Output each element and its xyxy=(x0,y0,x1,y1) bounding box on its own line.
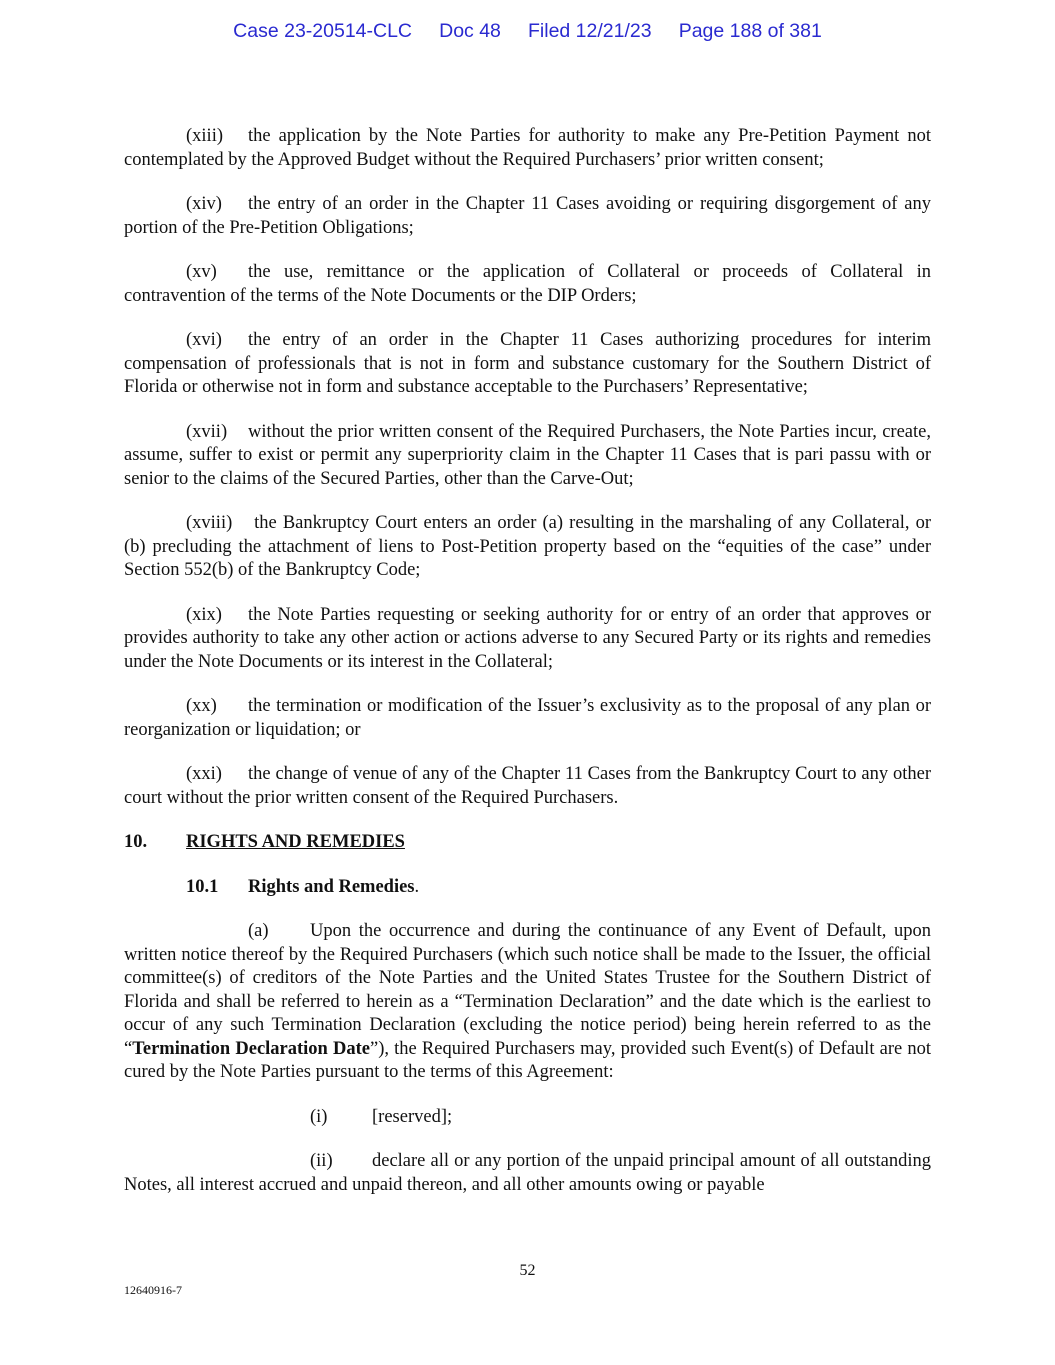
document-id: 12640916-7 xyxy=(124,1283,182,1297)
clause-number: (xiii) xyxy=(186,126,223,146)
clause-xiii xyxy=(124,125,931,172)
clause-number: (xvi) xyxy=(186,330,222,350)
clause-text: the Bankruptcy Court enters an order (a) resulting in the marshaling of any Collateral, or (b) precluding the attachment of liens to Post-Petition property based on the “equities of the case” under Section 552(b) of the Bankruptcy Code; xyxy=(124,513,932,580)
subclause-text: [reserved]; xyxy=(372,1106,453,1127)
clause-xv xyxy=(124,261,931,308)
subclause-number: (i) xyxy=(310,1106,328,1127)
subclause-text: declare all or any portion of the unpaid principal amount of all outstanding Notes, all interest accrued and unpaid thereon, and all other amounts owing or payable xyxy=(124,1151,931,1195)
clause-text: the termination or modification of the Issuer’s exclusivity as to the proposal of any plan or reorganization or liquidation; or xyxy=(124,696,931,740)
subclause-number: (ii) xyxy=(310,1151,333,1171)
subsection-title: Rights and Remedies xyxy=(248,876,415,897)
clause-text: the use, remittance or the application of Collateral or proceeds of Collateral in contravention of the terms of the Note Documents or the DIP Orders; xyxy=(124,262,931,306)
clause-xxi xyxy=(124,763,931,810)
clause-text: without the prior written consent of the Required Purchasers, the Note Parties incur, create, assume, suffer to exist or permit any superpriority claim in the Chapter 11 Cases that is pari passu with or senior to the claims of the Secured Parties, other than the Carve-Out; xyxy=(124,421,931,489)
clause-number: (xx) xyxy=(186,696,217,716)
case-number: Case 23-20514-CLC xyxy=(233,20,413,42)
paragraph-text-end: ”), the Required Purchasers may, provided such Event(s) of Default are not cured by the Note Parties pursuant to the terms of this Agreement: xyxy=(124,1038,931,1082)
clause-xviii xyxy=(124,512,931,583)
doc-number: Doc 48 xyxy=(439,20,501,42)
clause-xix xyxy=(124,604,931,675)
clause-xvi xyxy=(124,329,931,400)
subsection-heading xyxy=(186,876,931,900)
clause-text: the Note Parties requesting or seeking authority for or entry of an order that approves or provides authority to take any other action or actions adverse to any Secured Party or its rights and remedies under the Note Documents or its interest in the Collateral; xyxy=(124,604,931,672)
page-of-total: Page 188 of 381 xyxy=(678,20,822,42)
clause-xiv xyxy=(124,193,931,240)
subclause-ii xyxy=(124,1150,931,1197)
clause-number: (xiv) xyxy=(186,194,222,214)
filed-date: Filed 12/21/23 xyxy=(528,20,652,42)
document-body xyxy=(124,125,931,1218)
clause-number: (xv) xyxy=(186,262,217,282)
clause-number: (xxi) xyxy=(186,764,222,784)
subclause-i xyxy=(124,1106,931,1130)
subsection-period: . xyxy=(414,876,420,897)
clause-text: the change of venue of any of the Chapter 11 Cases from the Bankruptcy Court to any other court without the prior written consent of the Required Purchasers. xyxy=(124,764,931,808)
subsection-number: 10.1 xyxy=(186,876,219,897)
clause-number: (xvii) xyxy=(186,421,228,442)
clause-text: the entry of an order in the Chapter 11 Cases avoiding or requiring disgorgement of any portion of the Pre-Petition Obligations; xyxy=(124,194,931,238)
section-number: 10. xyxy=(124,832,148,852)
clause-number: (xix) xyxy=(186,604,222,625)
clause-text: the entry of an order in the Chapter 11 Cases authorizing procedures for interim compensation of professionals that is not in form and substance customary for the Southern District of Florida or otherwise not in form and substance acceptable to the Purchasers’ Representative; xyxy=(124,330,931,397)
paragraph-number: (a) xyxy=(248,921,269,941)
defined-term: Termination Declaration Date xyxy=(132,1038,370,1059)
section-heading xyxy=(124,831,931,855)
clause-number: (xviii) xyxy=(186,513,233,533)
paragraph-text-start: Upon the occurrence and during the continuance of any Event of Default, upon written notice thereof by the Required Purchasers (which such notice shall be made to the Issuer, the official committee(s) of creditors of the Note Parties and the United States Trustee for the Southern District of Florida and shall be referred to herein as a “Termination Declaration” and the date which is the earliest to occur of any such Termination Declaration (excluding the notice period) being herein referred to as the “ xyxy=(124,921,931,1059)
paragraph-a xyxy=(124,920,931,1085)
case-header xyxy=(0,20,1055,43)
clause-xvii xyxy=(124,421,931,492)
section-title: RIGHTS AND REMEDIES xyxy=(186,832,405,852)
clause-xx xyxy=(124,695,931,742)
clause-text: the application by the Note Parties for authority to make any Pre-Petition Payment not contemplated by the Approved Budget without the Required Purchasers’ prior written consent; xyxy=(124,126,931,170)
page-number: 52 xyxy=(519,1262,536,1279)
